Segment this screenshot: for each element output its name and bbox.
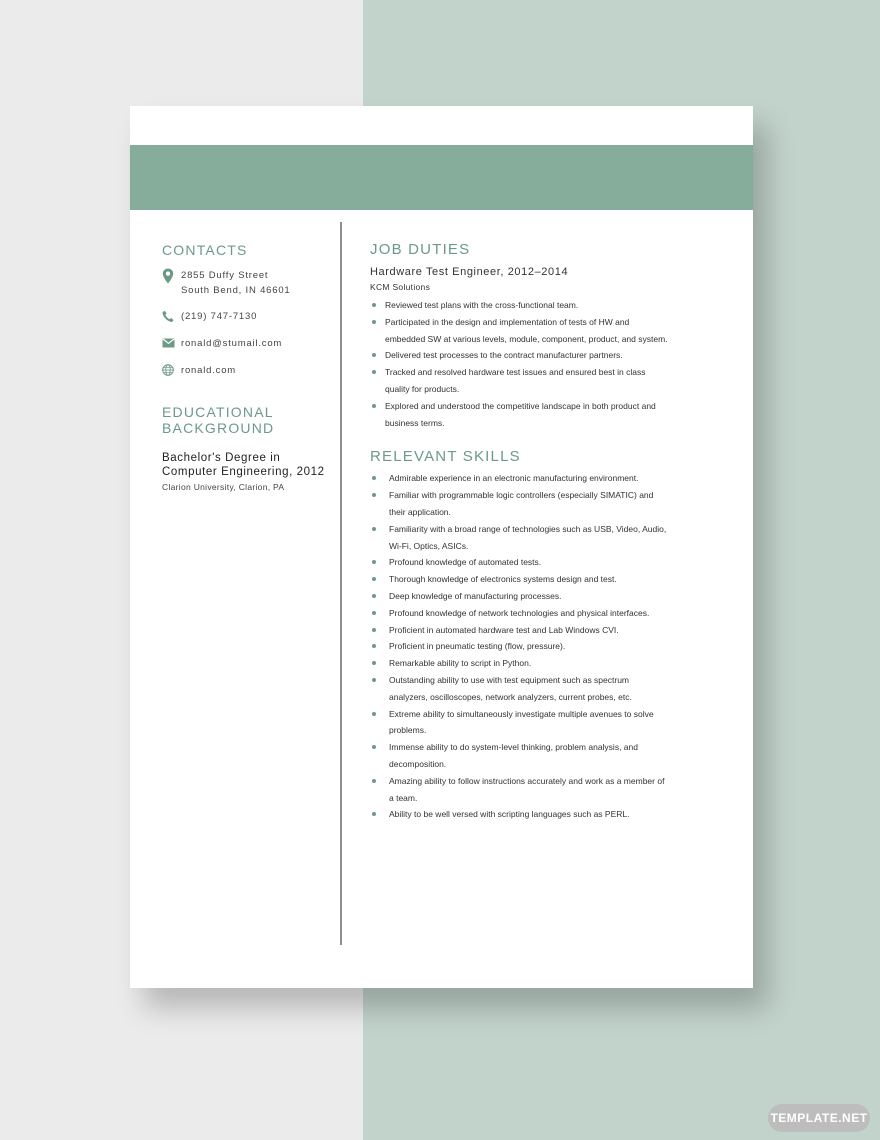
list-item: Profound knowledge of automated tests. [370,554,670,571]
contact-address [162,268,327,298]
list-item: Familiar with programmable logic controllers (especially SIMATIC) and their application. [370,487,670,521]
list-item: Delivered test processes to the contract manufacturer partners. [370,347,670,364]
job-duties-heading: JOB DUTIES [370,241,471,258]
contact-email [162,336,327,351]
list-item: Ability to be well versed with scripting languages such as PERL. [370,806,670,823]
phone-icon [162,309,181,323]
globe-icon [162,363,181,376]
education-heading [162,404,327,436]
website: ronald.com [181,365,236,376]
list-item: Explored and understood the competitive landscape in both product and business terms. [370,398,670,432]
template-net-watermark: TEMPLATE.NET [768,1104,870,1132]
skills-heading: RELEVANT SKILLS [370,448,521,466]
degree-line-1: Bachelor's Degree in [162,452,281,464]
header-band [130,145,753,210]
location-pin-icon [162,268,181,284]
mail-icon [162,336,181,348]
left-column [162,242,327,492]
contact-phone [162,309,327,324]
list-item: Remarkable ability to script in Python. [370,655,670,672]
address-line-1: 2855 Duffy Street [181,270,269,281]
column-divider [340,222,342,945]
phone-number: (219) 747-7130 [181,311,258,322]
list-item: Proficient in automated hardware test and Lab Windows CVI. [370,622,670,639]
list-item: Extreme ability to simultaneously investigate multiple avenues to solve problems. [370,706,670,740]
skills-list [370,470,670,823]
list-item: Participated in the design and implementation of tests of HW and embedded SW at various levels, module, component, product, and system. [370,314,670,348]
contact-website [162,363,327,378]
list-item: Immense ability to do system-level thinking, problem analysis, and decomposition. [370,739,670,773]
job-position: Hardware Test Engineer, 2012–2014 [370,266,569,278]
list-item: Tracked and resolved hardware test issues and ensured best in class quality for products. [370,364,670,398]
address-line-2: South Bend, IN 46601 [181,285,291,296]
list-item: Outstanding ability to use with test equipment such as spectrum analyzers, oscilloscopes, network analyzers, current probes, etc. [370,672,670,706]
contacts-heading: CONTACTS [162,242,248,258]
degree-line-2: Computer Engineering, 2012 [162,466,325,478]
email-address: ronald@stumail.com [181,338,283,349]
right-column [370,242,670,823]
list-item: Reviewed test plans with the cross-functional team. [370,297,670,314]
list-item: Familiarity with a broad range of technologies such as USB, Video, Audio, Wi-Fi, Optics, ASICs. [370,521,670,555]
list-item: Deep knowledge of manufacturing processes. [370,588,670,605]
list-item: Amazing ability to follow instructions accurately and work as a member of a team. [370,773,670,807]
duties-list [370,297,670,431]
list-item: Admirable experience in an electronic manufacturing environment. [370,470,670,487]
education-heading-line-2: BACKGROUND [162,420,275,436]
education-heading-line-1: EDUCATIONAL [162,404,274,420]
school: Clarion University, Clarion, PA [162,482,285,492]
resume-page [130,106,753,988]
list-item: Thorough knowledge of electronics systems design and test. [370,571,670,588]
degree [162,451,327,479]
list-item: Proficient in pneumatic testing (flow, pressure). [370,638,670,655]
company-name: KCM Solutions [370,282,431,292]
list-item: Profound knowledge of network technologies and physical interfaces. [370,605,670,622]
